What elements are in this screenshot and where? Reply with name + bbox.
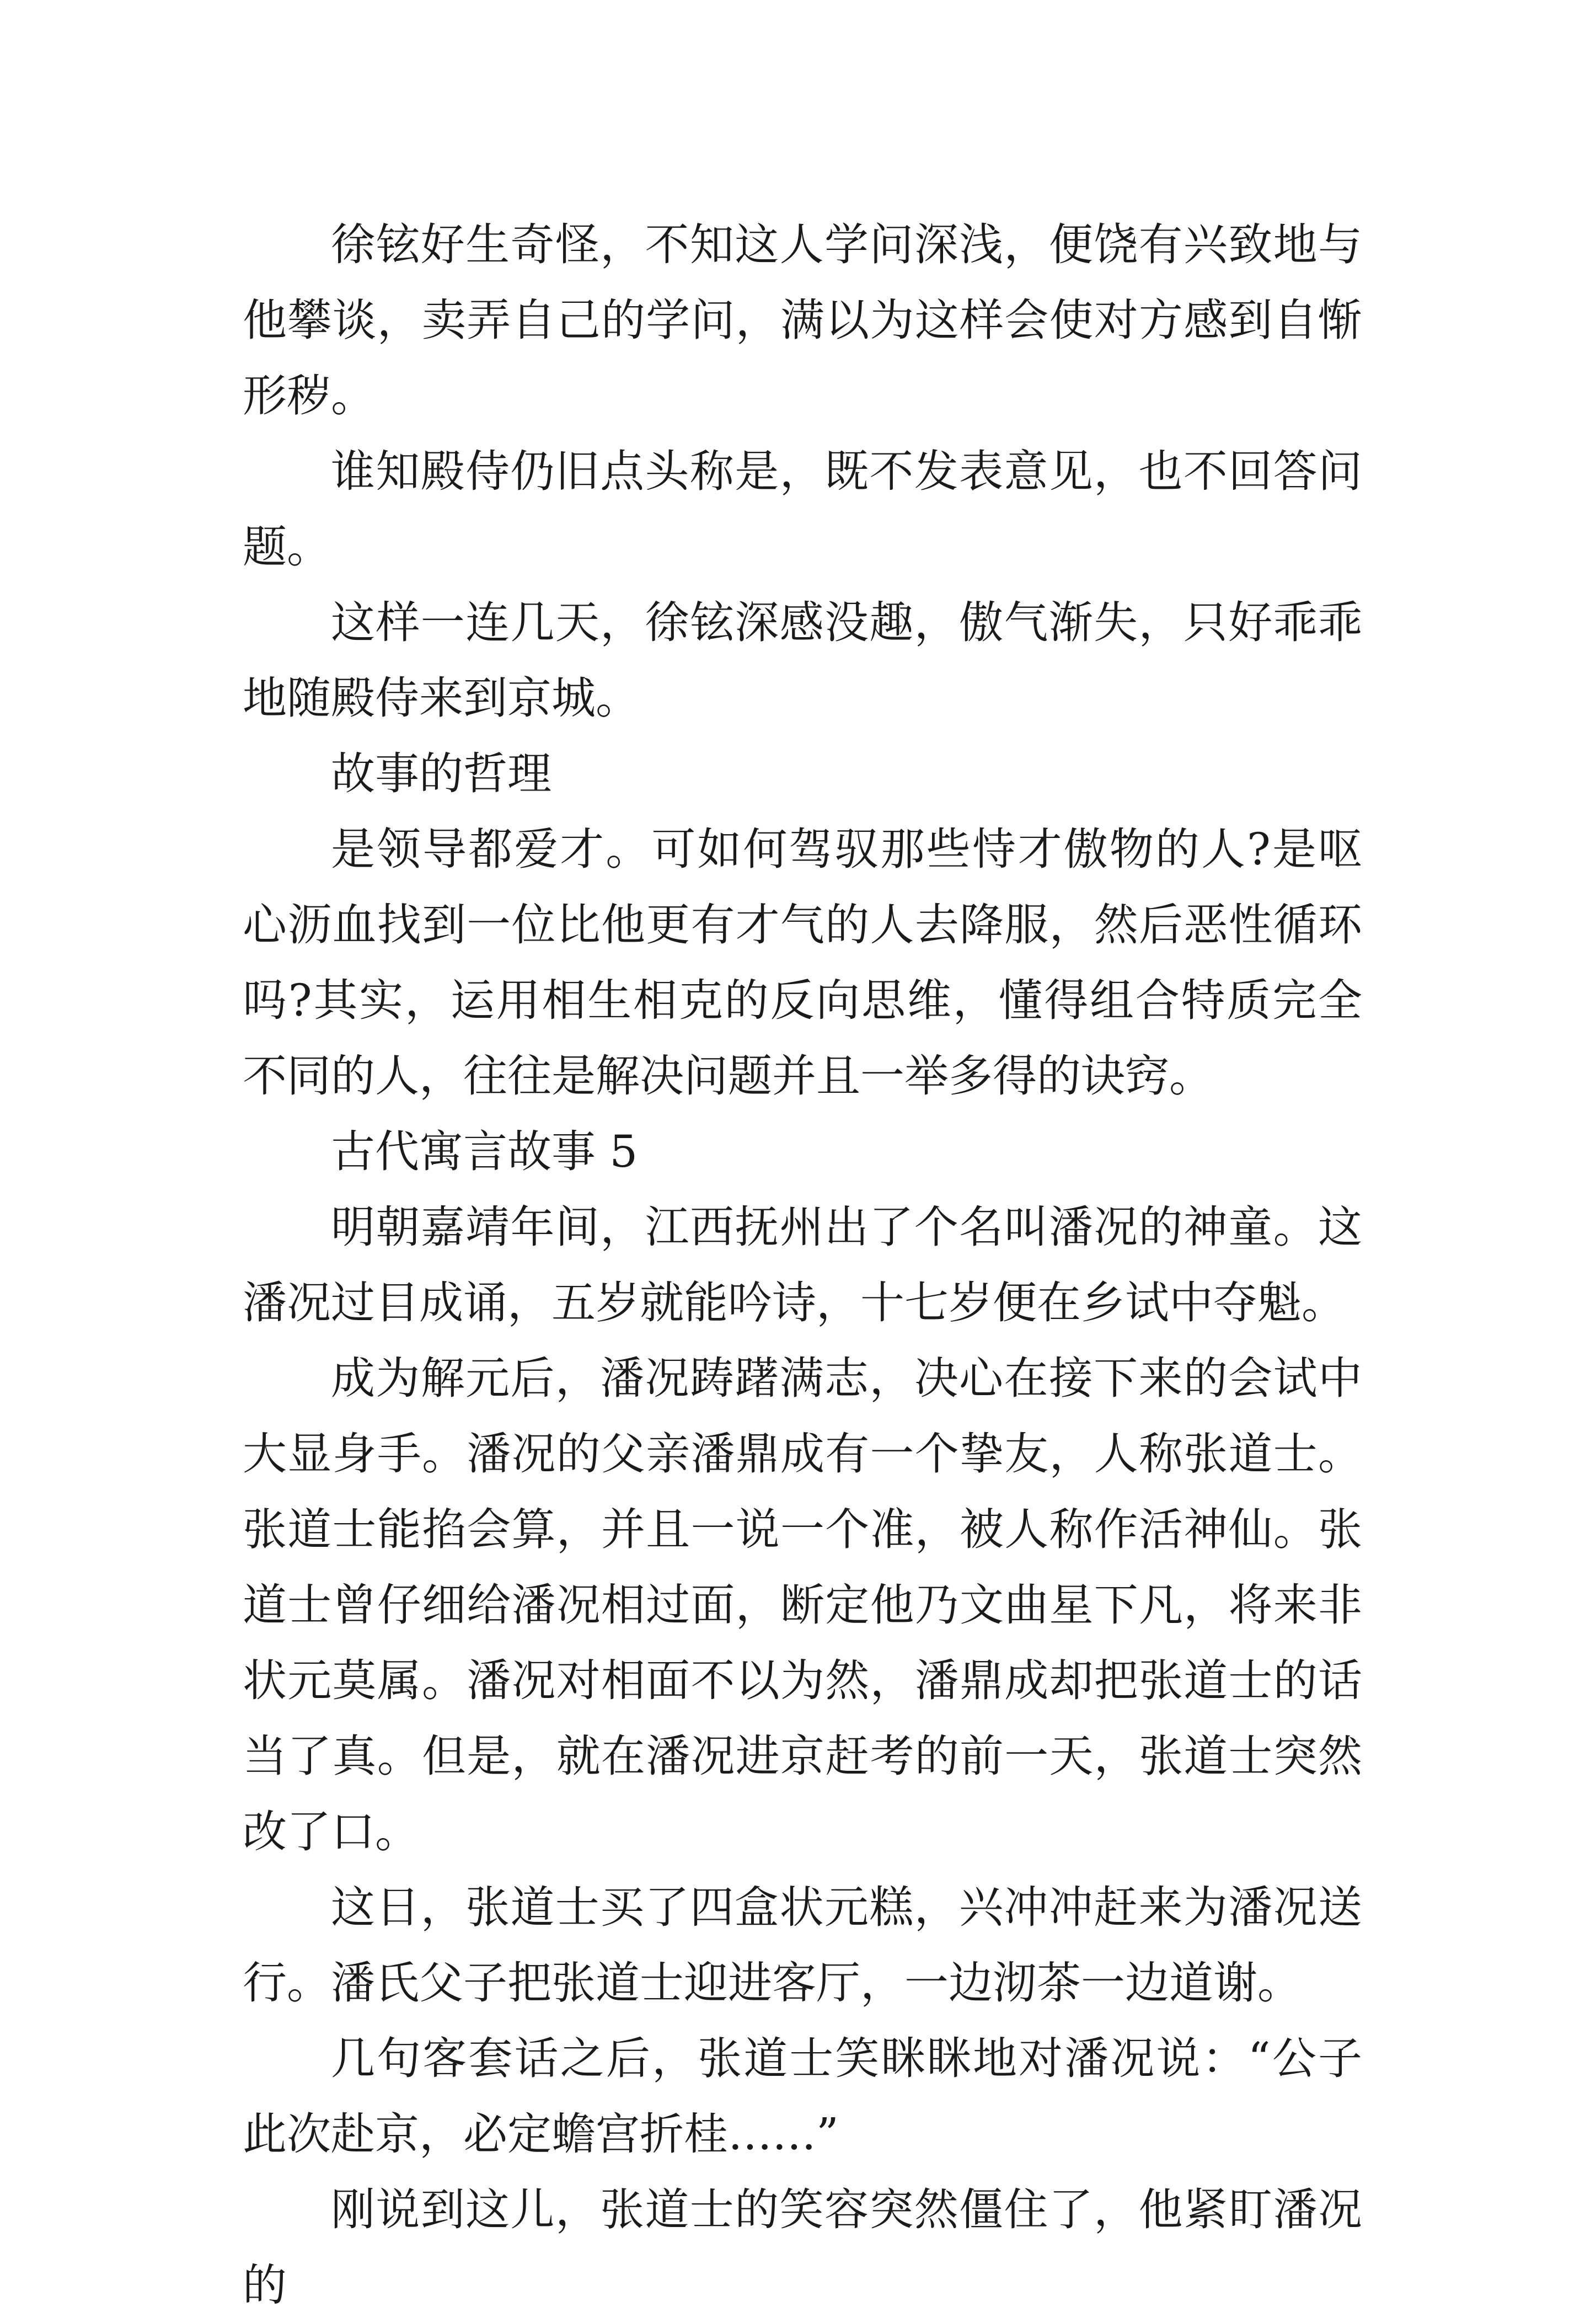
document-body bbox=[243, 207, 1362, 2323]
paragraph-2: 谁知殿侍仍旧点头称是，既不发表意见，也不回答问题。 bbox=[243, 446, 1362, 573]
paragraph-8: 成为解元后，潘况踌躇满志，决心在接下来的会试中大显身手。潘况的父亲潘鼎成有一个挚友，人称张道士。张道士能掐会算，并且一说一个准，被人称作活神仙。张道士曾仔细给潘况相过面，断定他乃文曲星下凡，将来非状元莫属。潘况对相面不以为然，潘鼎成却把张道士的话当了真。但是，就在潘况进京赶考的前一天，张道士突然改了口。 bbox=[243, 1353, 1362, 1857]
paragraph-11: 刚说到这儿，张道士的笑容突然僵住了，他紧盯潘况的 bbox=[243, 2184, 1362, 2311]
paragraph-7: 明朝嘉靖年间，江西抚州出了个名叫潘况的神童。这潘况过目成诵，五岁就能吟诗，十七岁便在乡试中夺魁。 bbox=[243, 1201, 1362, 1328]
paragraph-5: 是领导都爱才。可如何驾驭那些恃才傲物的人?是呕心沥血找到一位比他更有才气的人去降服，然后恶性循环吗?其实，运用相生相克的反向思维，懂得组合特质完全不同的人，往往是解决问题并且一举多得的诀窍。 bbox=[243, 824, 1362, 1102]
paragraph-1: 徐铉好生奇怪，不知这人学问深浅，便饶有兴致地与他攀谈，卖弄自己的学问，满以为这样会使对方感到自惭形秽。 bbox=[243, 219, 1362, 421]
paragraph-9: 这日，张道士买了四盒状元糕，兴冲冲赶来为潘况送行。潘氏父子把张道士迎进客厅，一边沏茶一边道谢。 bbox=[243, 1882, 1362, 2009]
section-heading-story-5: 古代寓言故事 5 bbox=[331, 1126, 638, 1177]
section-heading-moral: 故事的哲理 bbox=[331, 748, 551, 799]
paragraph-3: 这样一连几天，徐铉深感没趣，傲气渐失，只好乖乖地随殿侍来到京城。 bbox=[243, 597, 1362, 724]
paragraph-10: 几句客套话之后，张道士笑眯眯地对潘况说：“公子此次赴京，必定蟾宫折桂……” bbox=[243, 2033, 1362, 2160]
